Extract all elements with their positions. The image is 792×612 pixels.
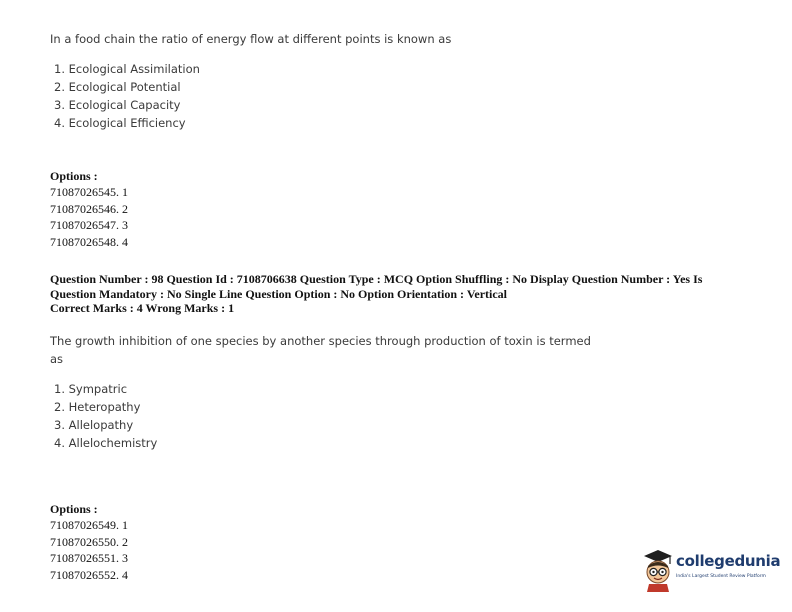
meta-line: Question Number : 98 Question Id : 7108706638 Question Type : MCQ Option Shuffling : No Display Question Number : Yes Is: [50, 272, 703, 286]
mascot-icon: [640, 548, 676, 592]
option-line: 71087026549. 1: [50, 518, 128, 532]
question-2-meta: [50, 272, 750, 316]
list-item: 4. Allelochemistry: [54, 436, 158, 450]
list-item: 3. Allelopathy: [54, 418, 134, 432]
question-1-choices: [50, 60, 200, 132]
list-item: 3. Ecological Capacity: [54, 98, 181, 112]
list-item: 2. Ecological Potential: [54, 80, 181, 94]
list-item: 2. Heteropathy: [54, 400, 141, 414]
question-2-choices: [50, 380, 157, 452]
logo-wordmark: collegedunia: [676, 552, 781, 570]
option-line: 71087026546. 2: [50, 201, 128, 216]
list-item: 1. Sympatric: [54, 382, 128, 396]
option-line: 71087026548. 4: [50, 234, 128, 249]
option-line: 71087026547. 3: [50, 218, 128, 232]
question-2-options: [50, 501, 128, 583]
question-text-line: as: [50, 352, 64, 366]
question-1-text: In a food chain the ratio of energy flow at different points is known as: [50, 32, 452, 46]
meta-line: Correct Marks : 4 Wrong Marks : 1: [50, 301, 235, 315]
question-2-text: [50, 332, 591, 368]
collegedunia-logo: [640, 548, 780, 592]
list-item: 1. Ecological Assimilation: [54, 62, 200, 76]
logo-tagline: India's Largest Student Review Platform: [676, 574, 766, 579]
option-line: 71087026552. 4: [50, 567, 128, 582]
list-item: 4. Ecological Efficiency: [54, 116, 186, 130]
option-line: 71087026545. 1: [50, 185, 128, 199]
question-1-options: [50, 168, 128, 250]
option-line: 71087026551. 3: [50, 551, 128, 565]
meta-line: Question Mandatory : No Single Line Question Option : No Option Orientation : Vertical: [50, 286, 508, 301]
options-title: Options :: [50, 169, 98, 183]
option-line: 71087026550. 2: [50, 534, 128, 549]
question-text-line: The growth inhibition of one species by another species through production of toxin is termed: [50, 334, 591, 348]
options-title: Options :: [50, 502, 98, 516]
